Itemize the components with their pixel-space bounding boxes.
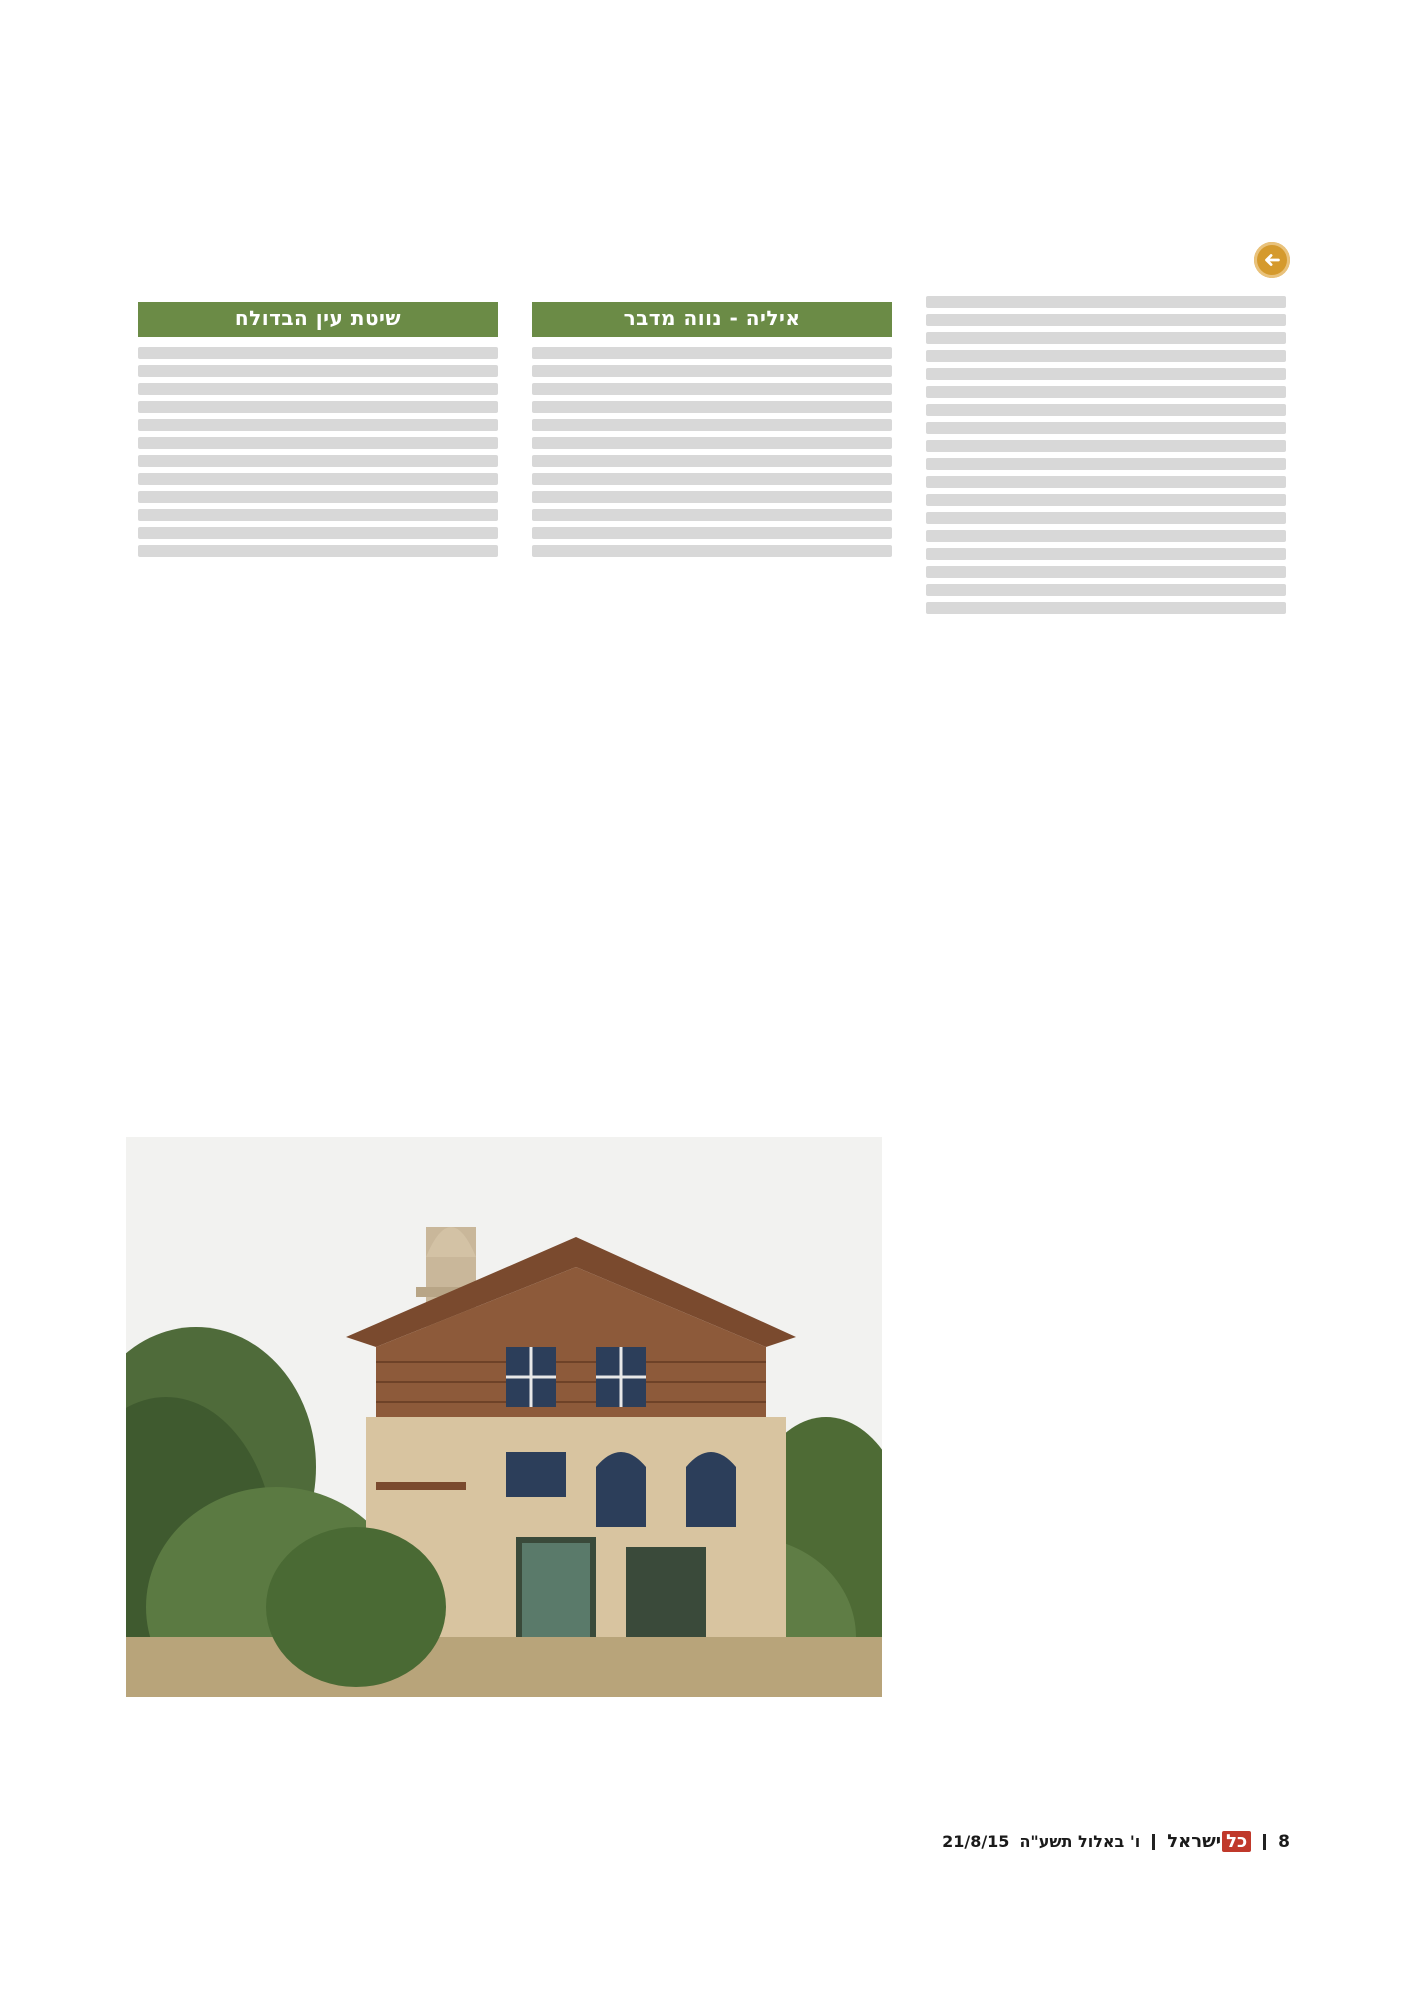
body-text-placeholder bbox=[926, 296, 1286, 614]
column-middle bbox=[532, 296, 892, 1101]
footer-separator bbox=[1263, 1834, 1266, 1850]
page-number: 8 bbox=[1278, 1831, 1290, 1852]
arrow-left-glyph bbox=[1261, 249, 1283, 271]
building-photo bbox=[126, 1137, 882, 1697]
footer-separator bbox=[1152, 1834, 1155, 1850]
arrow-left-icon bbox=[1254, 242, 1290, 278]
date-hebrew: ו' באלול תשע"ה bbox=[1019, 1832, 1141, 1851]
column-right bbox=[926, 296, 1286, 1836]
publication-logo bbox=[1167, 1831, 1251, 1852]
body-text-placeholder bbox=[532, 347, 892, 557]
section-title-midbar: איליה - נווה מדבר bbox=[532, 302, 892, 337]
date-gregorian: 21/8/15 bbox=[942, 1832, 1010, 1851]
page-footer bbox=[942, 1831, 1290, 1852]
section-title-bedolach: שיטת עין הבדולח bbox=[138, 302, 498, 337]
logo-israel: ישראל bbox=[1167, 1831, 1222, 1852]
column-left bbox=[138, 296, 498, 1101]
logo-kol: כל bbox=[1222, 1831, 1251, 1852]
body-text-placeholder bbox=[138, 347, 498, 557]
